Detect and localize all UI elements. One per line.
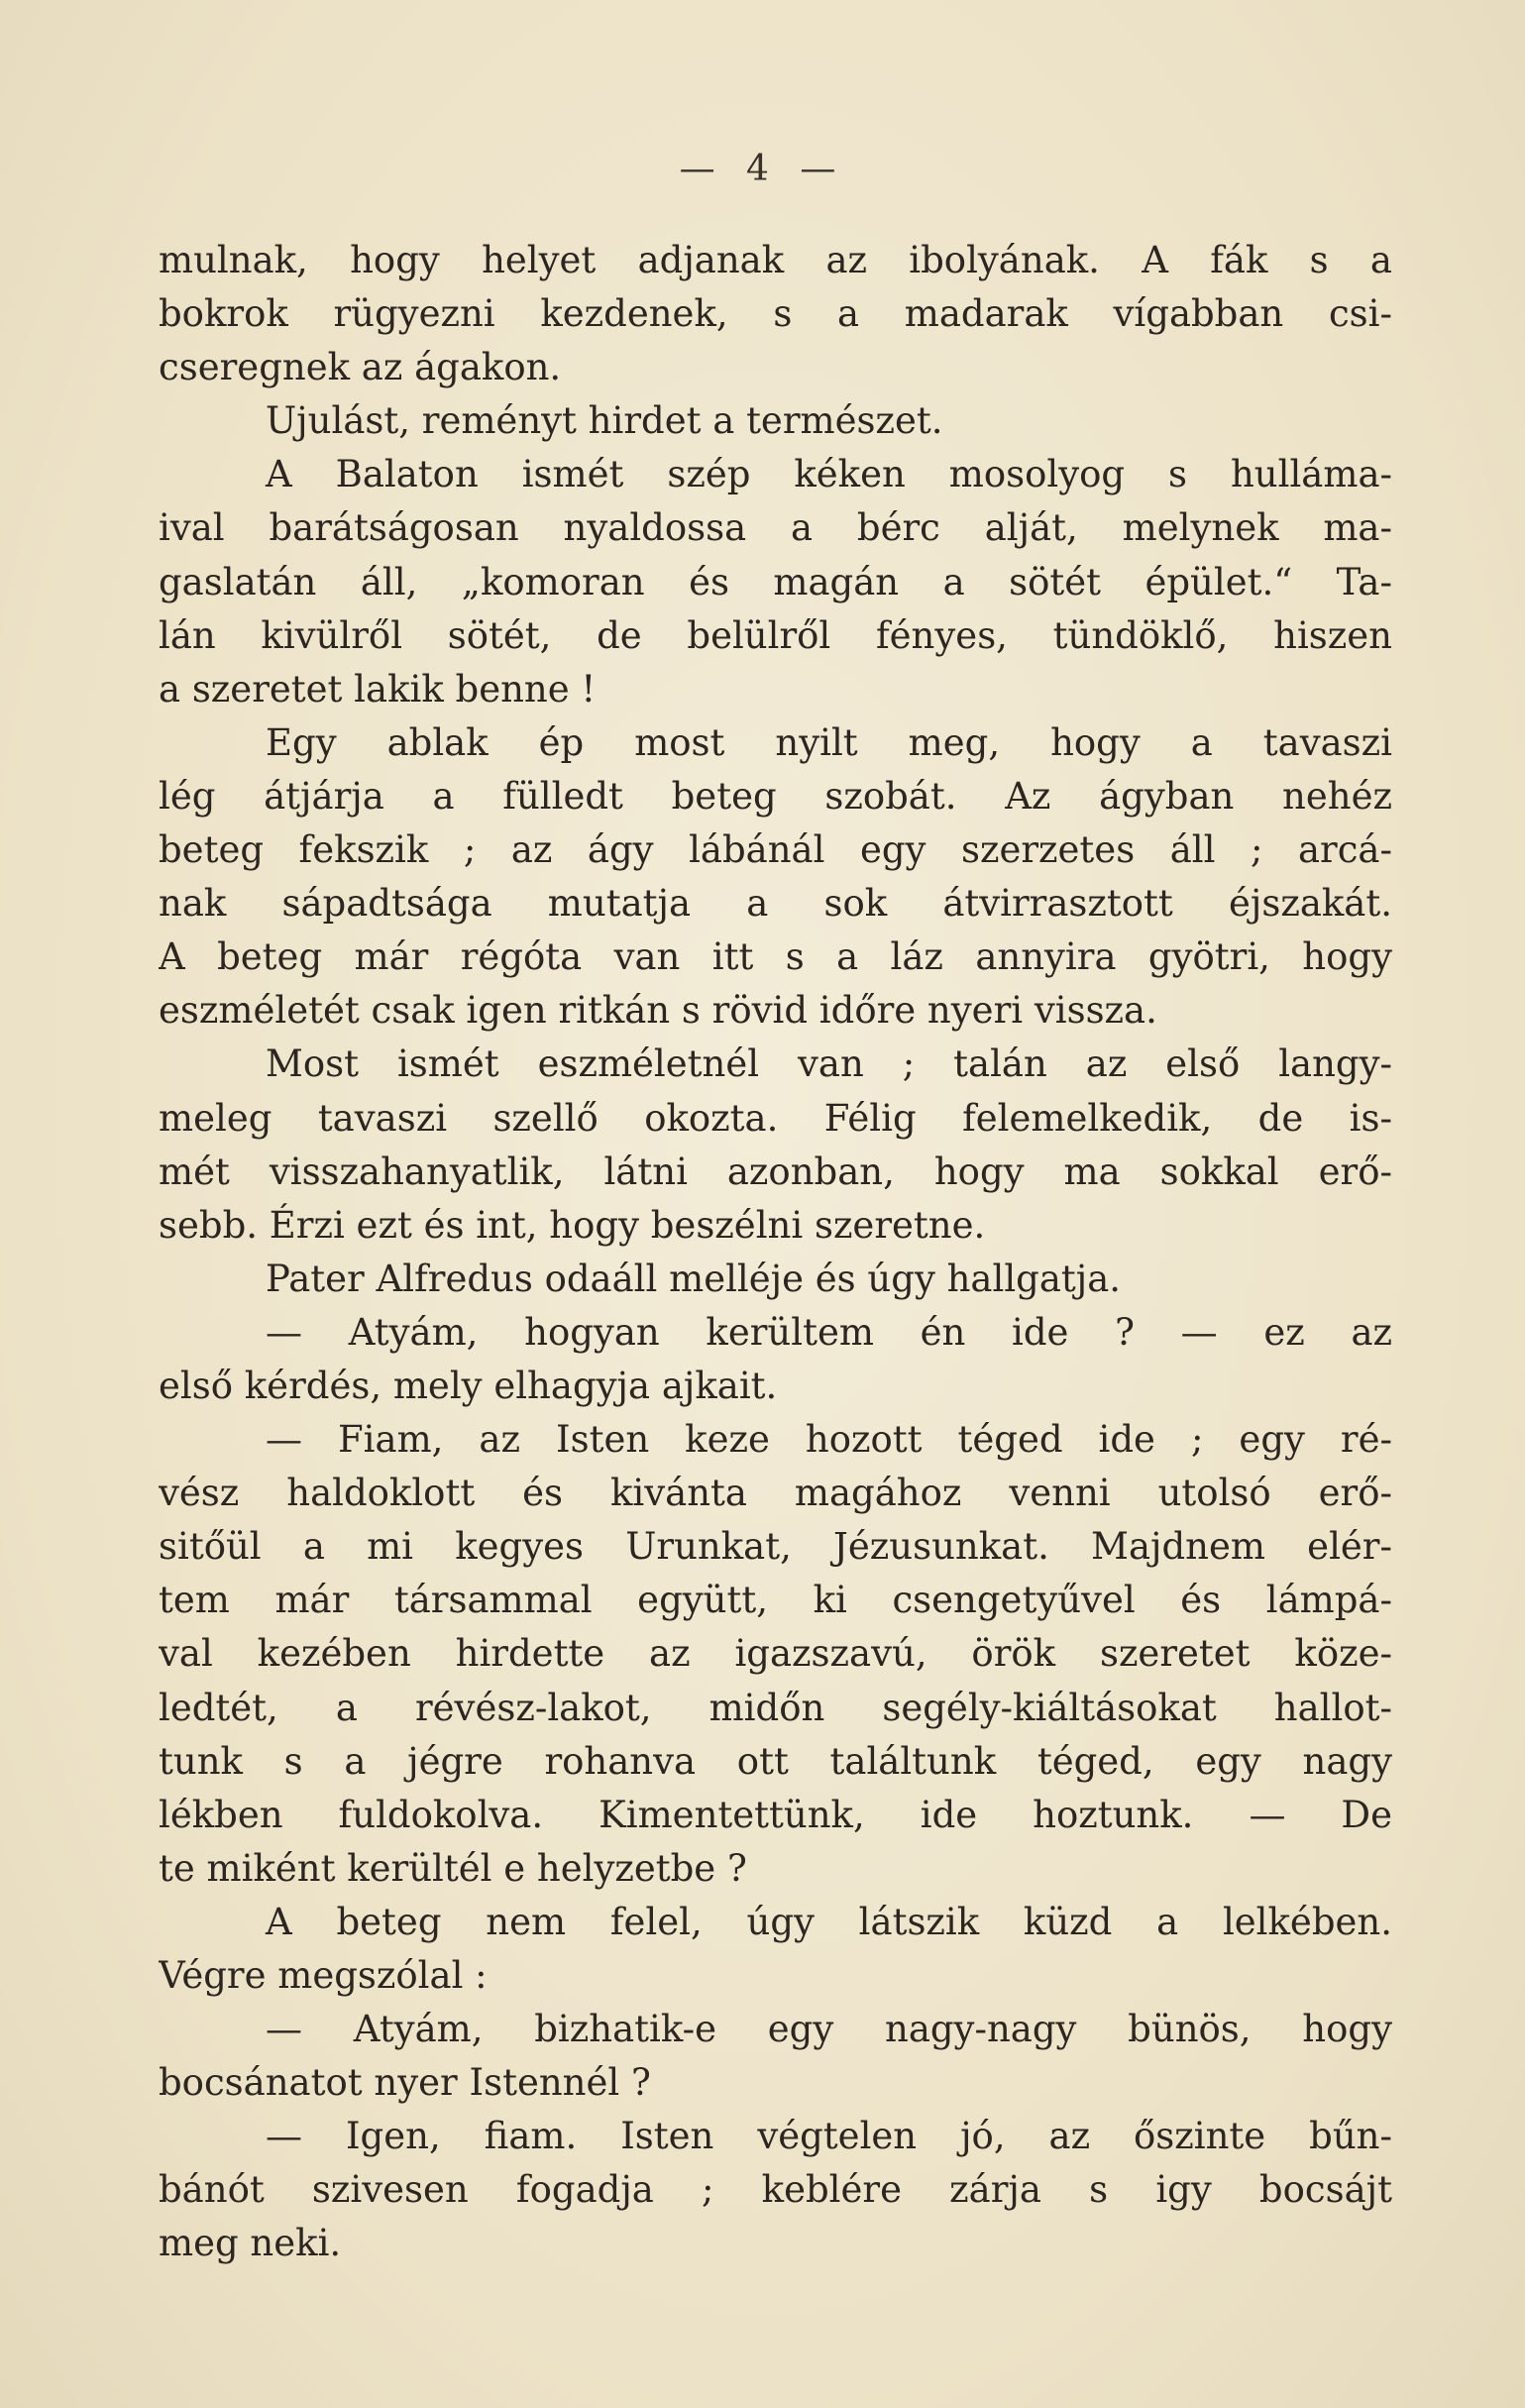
text-line: Pater Alfredus odaáll melléje és úgy hallgatja. (266, 1257, 1122, 1300)
text-line: vész haldoklott és kivánta magához venni utolsó erő- (159, 1472, 1392, 1515)
text-line: tem már társammal együtt, ki csengetyűvel és lámpá- (159, 1579, 1392, 1622)
text-line: val kezében hirdette az igazszavú, örök szeretet köze- (159, 1632, 1392, 1676)
text-line: Egy ablak ép most nyilt meg, hogy a tavaszi (266, 720, 1392, 764)
text-line: eszméletét csak igen ritkán s rövid időre nyeri vissza. (159, 989, 1157, 1033)
text-line: mét visszahanyatlik, látni azonban, hogy ma sokkal erő- (159, 1149, 1392, 1193)
text-line: Most ismét eszméletnél van ; talán az első langy- (266, 1042, 1392, 1086)
text-line: bánót szivesen fogadja ; keblére zárja s igy bocsájt (159, 2168, 1392, 2212)
text-line: első kérdés, mely elhagyja ajkait. (159, 1364, 778, 1407)
text-line: lán kivülről sötét, de belülről fényes, tündöklő, hiszen (159, 613, 1392, 657)
text-line: sitőül a mi kegyes Urunkat, Jézusunkat. Majdnem elér- (159, 1525, 1392, 1569)
text-line: cseregnek az ágakon. (159, 346, 562, 389)
text-line: lékben fuldokolva. Kimentettünk, ide hoztunk. — De (159, 1793, 1392, 1836)
text-line: meg neki. (159, 2222, 342, 2265)
text-line: A beteg nem felel, úgy látszik küzd a lelkében. (266, 1900, 1392, 1943)
text-line: — Igen, fiam. Isten végtelen jó, az őszinte bűn- (266, 2115, 1392, 2158)
text-line: — Atyám, bizhatik-e egy nagy-nagy bünös, hogy (266, 2008, 1392, 2051)
text-line: A beteg már régóta van itt s a láz annyira gyötri, hogy (159, 935, 1392, 979)
text-line: mulnak, hogy helyet adjanak az ibolyának. A fák s a (159, 239, 1392, 281)
text-line: tunk s a jégre rohanva ott találtunk téged, egy nagy (159, 1739, 1392, 1783)
text-line: Végre megszólal : (159, 1954, 488, 1997)
text-line: — Atyám, hogyan kerültem én ide ? — ez az (266, 1310, 1392, 1354)
text-line: ival barátságosan nyaldossa a bérc alját, melynek ma- (159, 506, 1392, 550)
text-line: gaslatán áll, „komoran és magán a sötét épület.“ Ta- (159, 560, 1392, 603)
text-line: beteg fekszik ; az ágy lábánál egy szerzetes áll ; arcá- (159, 828, 1392, 872)
text-line: lég átjárja a fülledt beteg szobát. Az ágyban nehéz (159, 774, 1392, 818)
text-line: sebb. Érzi ezt és int, hogy beszélni szeretne. (159, 1203, 986, 1247)
text-line: A Balaton ismét szép kéken mosolyog s hulláma- (266, 453, 1392, 496)
page-number: — 4 — (679, 149, 846, 189)
text-line: meleg tavaszi szellő okozta. Félig felemelkedik, de is- (159, 1096, 1392, 1140)
text-line: bocsánatot nyer Istennél ? (159, 2061, 651, 2105)
text-line: te miként kerültél e helyzetbe ? (159, 1846, 747, 1890)
text-line: ledtét, a révész-lakot, midőn segély-kiáltásokat hallot- (159, 1686, 1392, 1729)
body-text (159, 234, 1392, 2271)
text-line: bokrok rügyezni kezdenek, s a madarak vígabban csi- (159, 292, 1392, 336)
text-line: Ujulást, reményt hirdet a természet. (266, 399, 943, 443)
text-line: — Fiam, az Isten keze hozott téged ide ; egy ré- (266, 1418, 1392, 1462)
text-line: nak sápadtsága mutatja a sok átvirrasztott éjszakát. (159, 882, 1392, 926)
text-line: a szeretet lakik benne ! (159, 667, 597, 711)
